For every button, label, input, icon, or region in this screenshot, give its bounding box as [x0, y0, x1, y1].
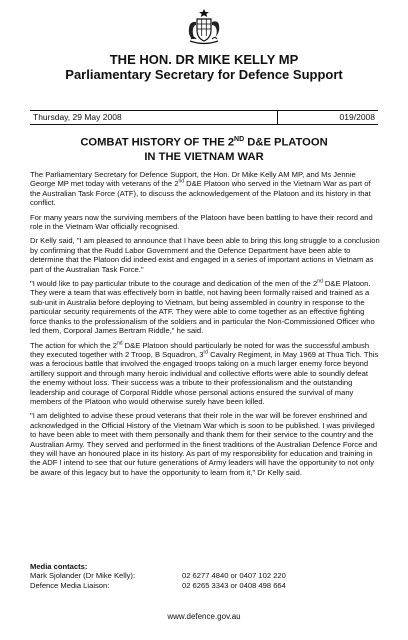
release-title: [30, 133, 378, 164]
contact-phone: 02 6277 4840 or 0407 102 220: [182, 571, 286, 581]
release-title-line-1: COMBAT HISTORY OF THE 2ND D&E PLATOON: [80, 136, 328, 149]
body-paragraph-5: The action for which the 2nd D&E Platoon should particularly be noted for was the successful ambush they executed together with 2 Troop, B Squadron, 3rd Cavalry Regiment, in May 1969 at Thua Tich. This was a ferocious battle that involved the engaged troops taking on a much larger enemy force beyond artillery support and through many heroic individual and collective efforts were able to soundly defeat the enemy without loss. Their success was a tribute to their professionalism and the outstanding leadership and courage of Corporal Riddle whose personal actions ensured the survival of many members of the Platoon who would otherwise surely have been killed.: [30, 339, 379, 406]
contact-row: [30, 581, 286, 590]
release-info-bar: [30, 110, 378, 125]
release-number: 019/2008: [339, 112, 375, 122]
media-contacts-heading: Media contacts:: [30, 562, 88, 571]
info-bar-divider: [277, 111, 278, 124]
release-title-line-2: IN THE VIETNAM WAR: [144, 150, 264, 163]
website-footer: www.defence.gov.au: [167, 612, 241, 621]
body-paragraph-1: The Parliamentary Secretary for Defence Support, the Hon. Dr Mike Kelly AM MP, and Ms Jennie George MP met today with veterans of the 2nd D&E Platoon who served in the Vietnam War as part of the Australian Task Force (ATF), to discuss the acknowledgement of the Platoon and its history in that conflict.: [30, 170, 371, 208]
body-paragraph-2: For many years now the surviving members of the Platoon have been battling to have their record and role in the Vietnam War officially recognised.: [30, 212, 373, 232]
commonwealth-coat-of-arms-icon: [184, 8, 224, 46]
contact-name: Mark Sjolander (Dr Mike Kelly):: [30, 571, 136, 581]
release-body: [30, 170, 380, 482]
contact-phone: 02 6265 3343 or 0408 498 664: [182, 580, 286, 590]
contact-name: Defence Media Liaison:: [30, 580, 110, 590]
body-paragraph-6: "I am delighted to advise these proud veterans that their role in the war will be forever enshrined and acknowledged in the Official History of the Vietnam War which is soon to be published. I was privileged to have been able to meet with them personally and thank them for their service to the country and the Australian Army. They served and performed in the finest traditions of the Australian Defence Force and they will have an honoured place in its history. As part of my responsibility for education and training in the ADF I intend to see that our future generations of Army leaders will have the opportunity to not only be aware of this legacy but to have the opportunity to learn from it," Dr Kelly said.: [30, 411, 378, 477]
media-contacts: [30, 562, 286, 590]
body-paragraph-4: "I would like to pay particular tribute to the courage and dedication of the men of the 2nd D&E Platoon. They were a team that was effectively born in battle, not having been formally raised and trained as a sub-unit in Australia before deploying to Vietnam, but being assembled in country in response to the particular security requirements of the ATF. They were able to come together as an effective fighting force thanks to the professionalism of the soldiers and in particular the Non-Commissioned Officer who led them, Corporal James Bertram Riddle," he said.: [30, 278, 375, 336]
contact-row: [30, 571, 286, 580]
minister-name: THE HON. DR MIKE KELLY MP: [109, 52, 299, 67]
release-date: Thursday, 29 May 2008: [33, 112, 122, 122]
body-paragraph-3: Dr Kelly said, "I am pleased to announce that I have been able to bring this long struggle to a conclusion by confirming that the Rudd Labor Government and the Defence Department have been able to determine that the Platoon did indeed exist and engaged in a series of important actions in Vietnam as part of the Australian Task Force.": [30, 236, 380, 274]
minister-portfolio: Parliamentary Secretary for Defence Support: [65, 67, 343, 82]
